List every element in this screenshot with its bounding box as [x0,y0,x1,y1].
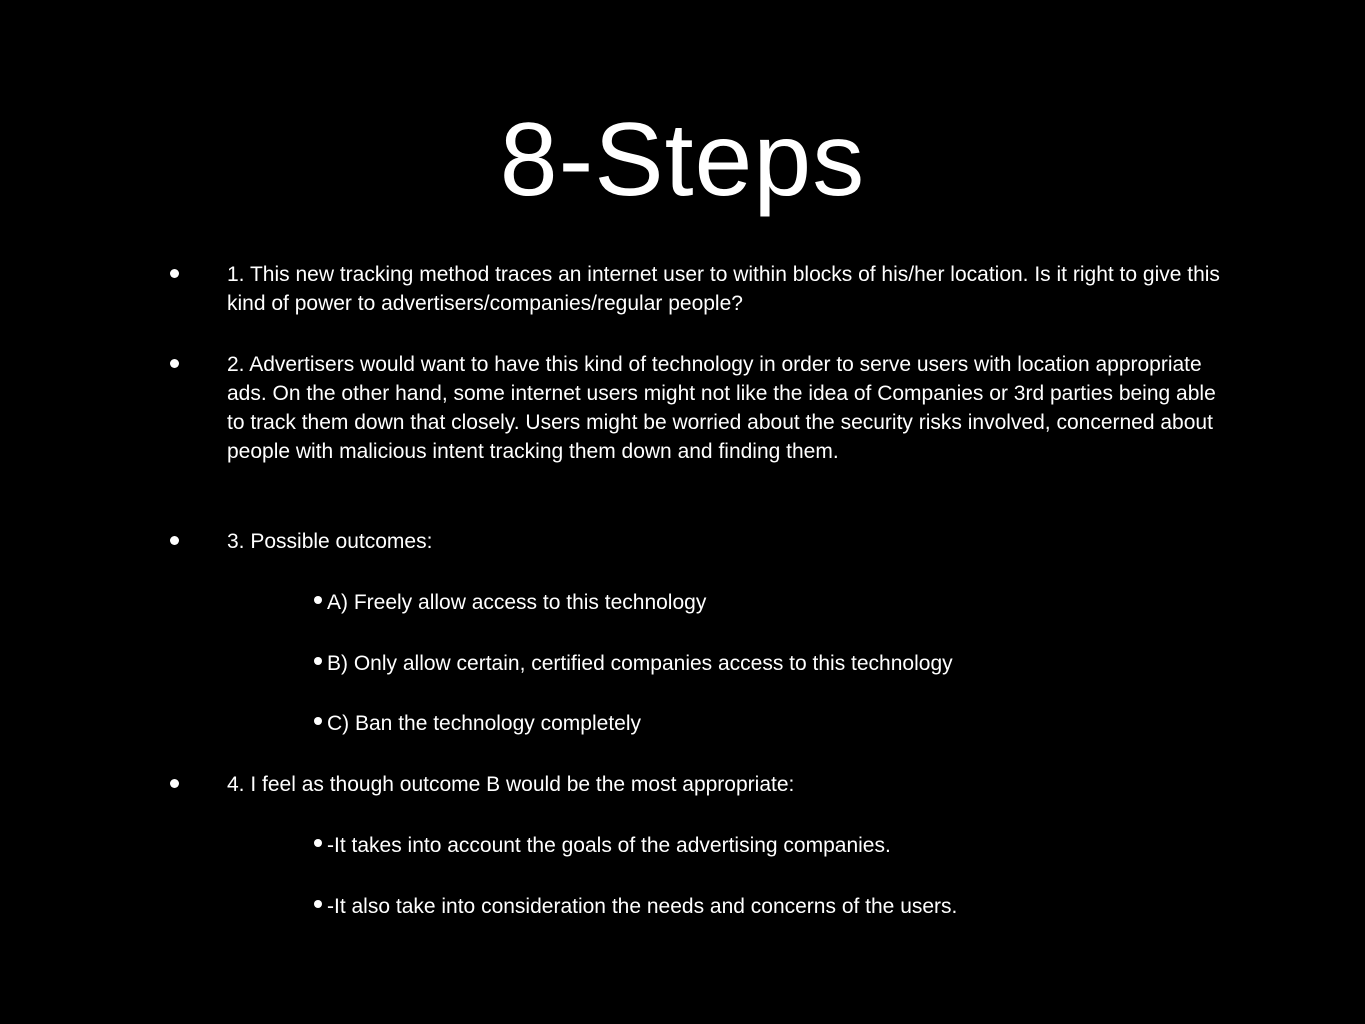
sub-bullet-text: -It takes into account the goals of the advertising companies. [327,834,891,857]
bullet-dot-icon [170,779,179,788]
bullet-dot-icon [170,359,179,368]
sub-bullet-dot-icon [314,717,322,725]
sub-bullet-item-goals [327,831,1227,860]
sub-bullet-dot-icon [314,657,322,665]
sub-bullet-text: -It also take into consideration the needs and concerns of the users. [327,895,958,918]
sub-bullet-dot-icon [314,839,322,847]
bullet-item-4 [227,770,1237,799]
sub-bullet-dot-icon [314,900,322,908]
bullet-dot-icon [170,536,179,545]
sub-bullet-item-b [327,649,1227,678]
sub-bullet-dot-icon [314,596,322,604]
sub-bullet-item-needs [327,892,1227,921]
bullet-text: 4. I feel as though outcome B would be the most appropriate: [227,773,795,796]
sub-bullet-item-a [327,588,1227,617]
bullet-item-1 [227,260,1237,318]
sub-bullet-text: B) Only allow certain, certified companies access to this technology [327,652,953,675]
bullet-text: 1. This new tracking method traces an internet user to within blocks of his/her location. Is it right to give this kind of power to advertisers/companies/regular people? [227,263,1220,315]
slide-title: 8-Steps [499,102,866,218]
bullet-item-2 [227,350,1237,466]
bullet-text: 3. Possible outcomes: [227,530,433,553]
bullet-item-3 [227,527,1237,556]
bullet-text: 2. Advertisers would want to have this kind of technology in order to serve users with location appropriate ads. On the other hand, some internet users might not like the idea of Companies or 3rd parties being able to track them down that closely. Users might be worried about the security risks involved, concerned about people with malicious intent tracking them down and finding them. [227,353,1216,463]
sub-bullet-item-c [327,709,1227,738]
bullet-dot-icon [170,269,179,278]
sub-bullet-text: C) Ban the technology completely [327,712,642,735]
sub-bullet-text: A) Freely allow access to this technology [327,591,707,614]
